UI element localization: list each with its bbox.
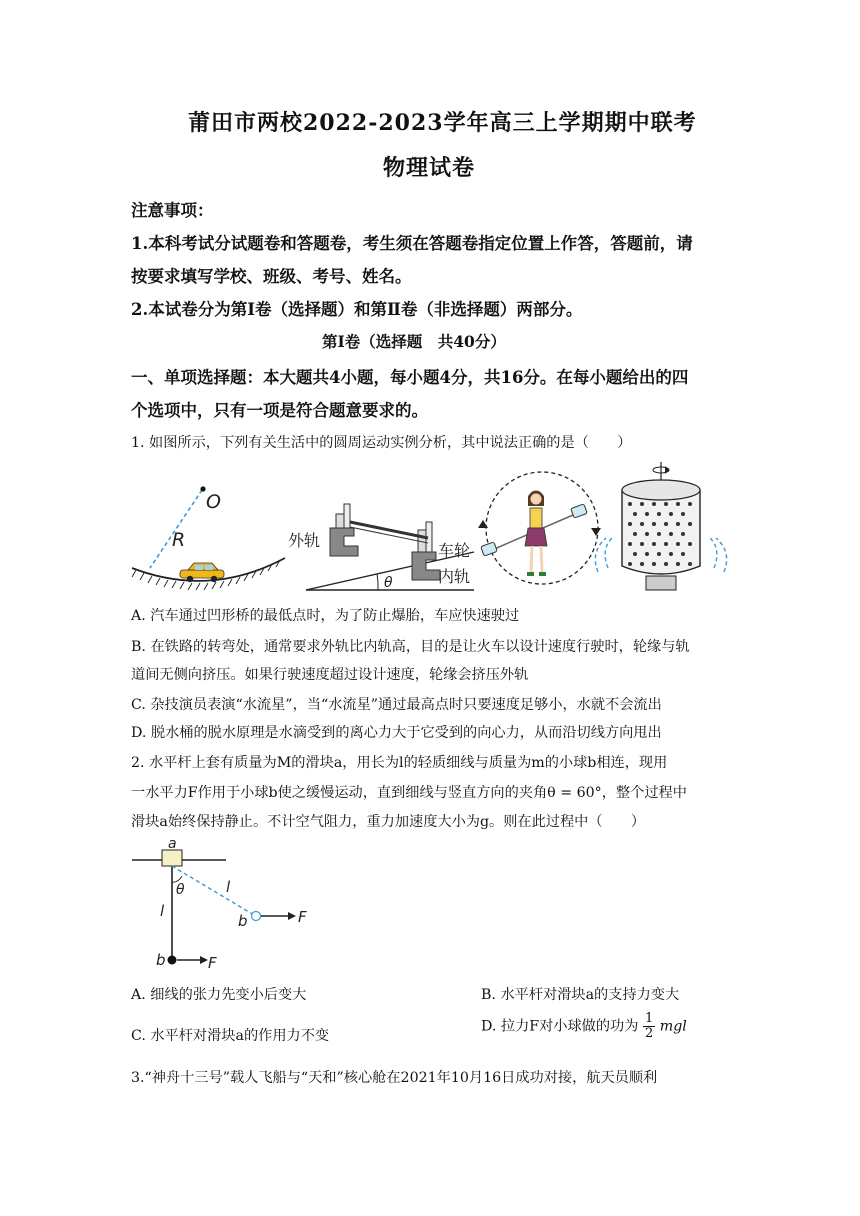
q2-option-a: A. 细线的张力先变小后变大 — [131, 987, 307, 1003]
label-b-upper: b — [238, 912, 248, 930]
drum-hole — [633, 512, 637, 516]
dryer-drum-figure — [595, 462, 726, 590]
drum-hole — [676, 522, 680, 526]
q2-figure — [130, 838, 330, 978]
q2-option-d-prefix: D. 拉力F对小球做的功为 — [481, 1018, 639, 1035]
drum-hole — [688, 522, 692, 526]
section-title: 第Ⅰ卷（选择题 共40分） — [322, 332, 506, 351]
label-b-lower: b — [156, 951, 166, 969]
fraction-numerator: 1 — [644, 1011, 654, 1026]
q2-option-d-suffix: mgl — [659, 1018, 687, 1035]
q2-option-b: B. 水平杆对滑块a的支持力变大 — [481, 987, 680, 1003]
drum-hole — [633, 532, 637, 536]
label-l-right: l — [226, 878, 231, 896]
q1-option-b-cont: 道间无侧向挤压。如果行驶速度超过设计速度，轮缘会挤压外轨 — [131, 667, 529, 683]
drum-hole — [664, 542, 668, 546]
drum-hole — [628, 542, 632, 546]
q1-option-a: A. 汽车通过凹形桥的最低点时，为了防止爆胎，车应快速驶过 — [131, 608, 520, 624]
drum-hole — [657, 512, 661, 516]
q2-stem-line-3: 滑块a始终保持静止。不计空气阻力，重力加速度大小为g。则在此过程中（ ） — [131, 814, 646, 830]
label-wheel: 车轮 — [438, 541, 471, 560]
drum-hole — [669, 552, 673, 556]
label-a: a — [168, 838, 177, 852]
drum-hole — [669, 512, 673, 516]
drum-hole — [688, 542, 692, 546]
fraction — [643, 1012, 655, 1041]
drum-hole — [645, 512, 649, 516]
drum-hole — [628, 562, 632, 566]
notice-heading: 注意事项： — [131, 201, 214, 220]
concave-bridge-figure — [132, 486, 285, 590]
drum-hole — [657, 552, 661, 556]
drum-hole — [652, 502, 656, 506]
label-outer-rail: 外轨 — [288, 531, 321, 550]
label-inner-rail: 内轨 — [438, 567, 471, 586]
drum-hole — [652, 542, 656, 546]
q1-option-c: C. 杂技演员表演“水流星”，当“水流星”通过最高点时只要速度足够小，水就不会流出 — [131, 697, 662, 713]
drum-hole — [640, 542, 644, 546]
drum-hole — [652, 562, 656, 566]
label-theta: θ — [176, 882, 185, 898]
q1-option-b: B. 在铁路的转弯处，通常要求外轨比内轨高，目的是让火车以设计速度行驶时，轮缘与轨 — [131, 639, 690, 655]
label-F-lower: F — [208, 954, 217, 972]
page-title: 莆田市两校2022-2023学年高三上学期期中联考 — [188, 110, 697, 136]
water-meteor-figure — [478, 472, 601, 584]
drum-hole — [645, 532, 649, 536]
drum-hole — [681, 552, 685, 556]
part-instructions: 一、单项选择题：本大题共4小题，每小题4分，共16分。在每小题给出的四 — [131, 368, 689, 387]
drum-hole — [688, 562, 692, 566]
performer-icon — [525, 491, 547, 576]
drum-hole — [676, 562, 680, 566]
drum-hole — [681, 532, 685, 536]
q1-option-d: D. 脱水桶的脱水原理是水滴受到的离心力大于它受到的向心力，从而沿切线方向甩出 — [131, 725, 662, 741]
drum-hole — [669, 532, 673, 536]
q1-figure — [130, 460, 730, 600]
label-F-upper: F — [298, 908, 307, 926]
drum-hole — [688, 502, 692, 506]
drum-hole — [640, 562, 644, 566]
notice-item-1-cont: 按要求填写学校、班级、考号、姓名。 — [131, 267, 412, 286]
q2-stem-line-1: 2. 水平杆上套有质量为M的滑块a，用长为l的轻质细线与质量为m的小球b相连，现用 — [131, 755, 668, 771]
notice-item-2: 2.本试卷分为第Ⅰ卷（选择题）和第Ⅱ卷（非选择题）两部分。 — [131, 300, 583, 319]
drum-hole — [664, 562, 668, 566]
label-R: R — [172, 529, 186, 551]
drum-hole — [681, 512, 685, 516]
page-subtitle: 物理试卷 — [383, 155, 476, 181]
drum-hole — [628, 522, 632, 526]
label-l-left: l — [160, 902, 165, 920]
drum-hole — [633, 552, 637, 556]
label-theta-rail: θ — [384, 575, 393, 591]
drum-hole — [640, 522, 644, 526]
drum-hole — [628, 502, 632, 506]
drum-hole — [640, 502, 644, 506]
q3-stem-line-1: 3.“神舟十三号”载人飞船与“天和”核心舱在2021年10月16日成功对接，航天员顺利 — [131, 1070, 658, 1086]
part-instructions-cont: 个选项中，只有一项是符合题意要求的。 — [131, 401, 428, 420]
drum-hole — [652, 522, 656, 526]
label-O: O — [206, 491, 221, 513]
q2-option-c: C. 水平杆对滑块a的作用力不变 — [131, 1028, 330, 1044]
drum-hole — [664, 502, 668, 506]
q1-stem: 1. 如图所示，下列有关生活中的圆周运动实例分析，其中说法正确的是（ ） — [131, 435, 632, 451]
fraction-denominator: 2 — [644, 1026, 654, 1041]
q2-stem-line-2: 一水平力F作用于小球b使之缓慢运动，直到细线与竖直方向的夹角θ = 60°，整个过程中 — [131, 785, 687, 801]
notice-item-1: 1.本科考试分试题卷和答题卷，考生须在答题卷指定位置上作答，答题前，请 — [131, 234, 693, 253]
drum-hole — [664, 522, 668, 526]
drum-hole — [676, 502, 680, 506]
q2-option-d — [481, 1012, 687, 1041]
railway-turn-figure — [288, 504, 474, 591]
drum-hole — [657, 532, 661, 536]
drum-hole — [645, 552, 649, 556]
drum-hole — [676, 542, 680, 546]
